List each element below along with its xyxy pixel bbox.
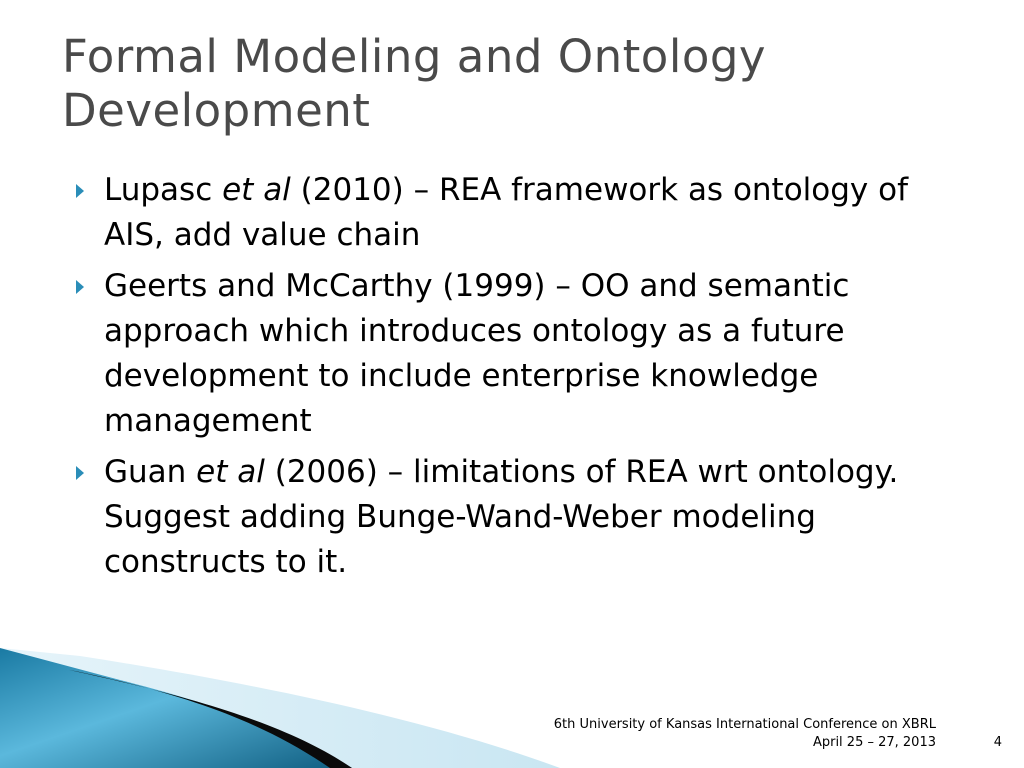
bullet-text xyxy=(104,454,898,580)
bullet-text-pre: Geerts and McCarthy (1999) – OO and semantic approach which introduces ontology as a future development to include enterprise knowledge management xyxy=(104,268,850,439)
footer-date: April 25 – 27, 2013 xyxy=(812,735,936,750)
bullet-text-pre: Guan xyxy=(104,454,197,490)
slide-title: Formal Modeling and Ontology Development xyxy=(62,30,767,137)
bullet-text-post: (2006) – limitations of REA wrt ontology. Suggest adding Bunge-Wand-Weber modeling constructs to it. xyxy=(104,454,899,580)
footer-conference: 6th University of Kansas International Conference on XBRL xyxy=(553,717,936,732)
bullet-text-pre: Lupasc xyxy=(104,172,223,208)
bullet-item xyxy=(76,168,976,258)
bullet-text-post: (2010) – REA framework as ontology of AIS, add value chain xyxy=(104,172,909,253)
bullet-item xyxy=(76,264,976,444)
page-number: 4 xyxy=(993,735,1002,750)
triangle-bullet-icon xyxy=(76,280,84,294)
bullet-text-italic: et al xyxy=(196,454,265,490)
bullet-text xyxy=(104,172,908,253)
bullet-list xyxy=(76,168,976,591)
triangle-bullet-icon xyxy=(76,184,84,198)
bullet-item xyxy=(76,450,976,585)
bullet-text xyxy=(104,268,849,439)
triangle-bullet-icon xyxy=(76,466,84,480)
bullet-text-italic: et al xyxy=(222,172,291,208)
